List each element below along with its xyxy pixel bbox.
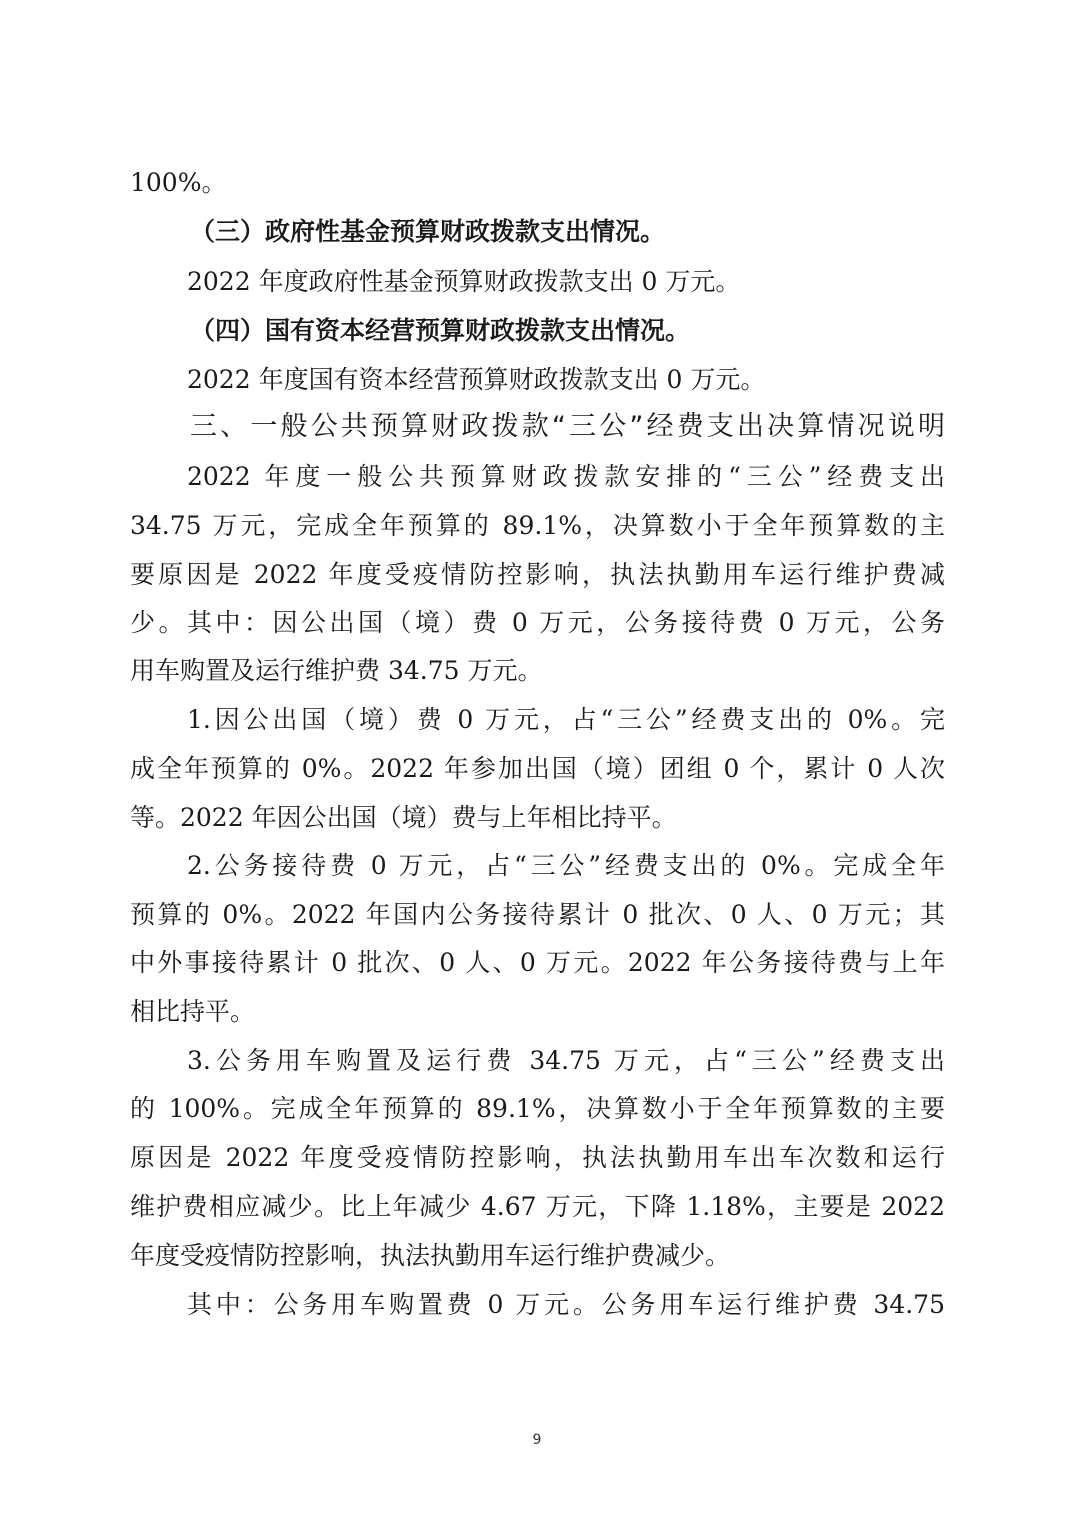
paragraph-line: 其中：公务用车购置费 0 万元。公务用车运行维护费 34.75 bbox=[187, 1290, 945, 1319]
chapter-heading: 三、一般公共预算财政拨款“三公”经费支出决算情况说明 bbox=[190, 411, 945, 442]
section-heading: （三）政府性基金预算财政拨款支出情况。 bbox=[190, 217, 666, 246]
paragraph-line: 2022 年度政府性基金预算财政拨款支出 0 万元。 bbox=[187, 267, 741, 296]
paragraph-line: 中外事接待累计 0 批次、0 人、0 万元。2022 年公务接待费与上年 bbox=[130, 948, 945, 977]
paragraph-line: 要原因是 2022 年度受疫情防控影响，执法执勤用车运行维护费减 bbox=[130, 560, 945, 589]
paragraph-line: 2022 年度国有资本经营预算财政拨款支出 0 万元。 bbox=[187, 365, 766, 394]
paragraph-line: 等。2022 年因公出国（境）费与上年相比持平。 bbox=[130, 803, 677, 832]
paragraph-line: 3.公务用车购置及运行费 34.75 万元，占“三公”经费支出 bbox=[187, 1046, 945, 1075]
paragraph-line: 少。其中：因公出国（境）费 0 万元，公务接待费 0 万元，公务 bbox=[130, 608, 945, 637]
text-line: 100%。 bbox=[130, 168, 227, 197]
paragraph-line: 预算的 0%。2022 年国内公务接待累计 0 批次、0 人、0 万元；其 bbox=[130, 900, 945, 929]
paragraph-line: 年度受疫情防控影响，执法执勤用车运行维护费减少。 bbox=[130, 1241, 731, 1270]
paragraph-line: 成全年预算的 0%。2022 年参加出国（境）团组 0 个，累计 0 人次 bbox=[130, 754, 945, 783]
paragraph-line: 相比持平。 bbox=[130, 997, 256, 1026]
paragraph-line: 原因是 2022 年度受疫情防控影响，执法执勤用车出车次数和运行 bbox=[130, 1143, 945, 1172]
paragraph-line: 用车购置及运行维护费 34.75 万元。 bbox=[130, 656, 543, 685]
paragraph-line: 34.75 万元，完成全年预算的 89.1%，决算数小于全年预算数的主 bbox=[130, 511, 945, 540]
paragraph-line: 1.因公出国（境）费 0 万元，占“三公”经费支出的 0%。完 bbox=[187, 705, 945, 734]
paragraph-line: 2022 年度一般公共预算财政拨款安排的“三公”经费支出 bbox=[187, 462, 945, 491]
paragraph-line: 2.公务接待费 0 万元，占“三公”经费支出的 0%。完成全年 bbox=[187, 851, 945, 880]
paragraph-line: 维护费相应减少。比上年减少 4.67 万元，下降 1.18%，主要是 2022 bbox=[130, 1192, 945, 1221]
paragraph-line: 的 100%。完成全年预算的 89.1%，决算数小于全年预算数的主要 bbox=[130, 1094, 945, 1123]
section-heading: （四）国有资本经营预算财政拨款支出情况。 bbox=[190, 316, 691, 345]
page-number: 9 bbox=[532, 1432, 542, 1448]
